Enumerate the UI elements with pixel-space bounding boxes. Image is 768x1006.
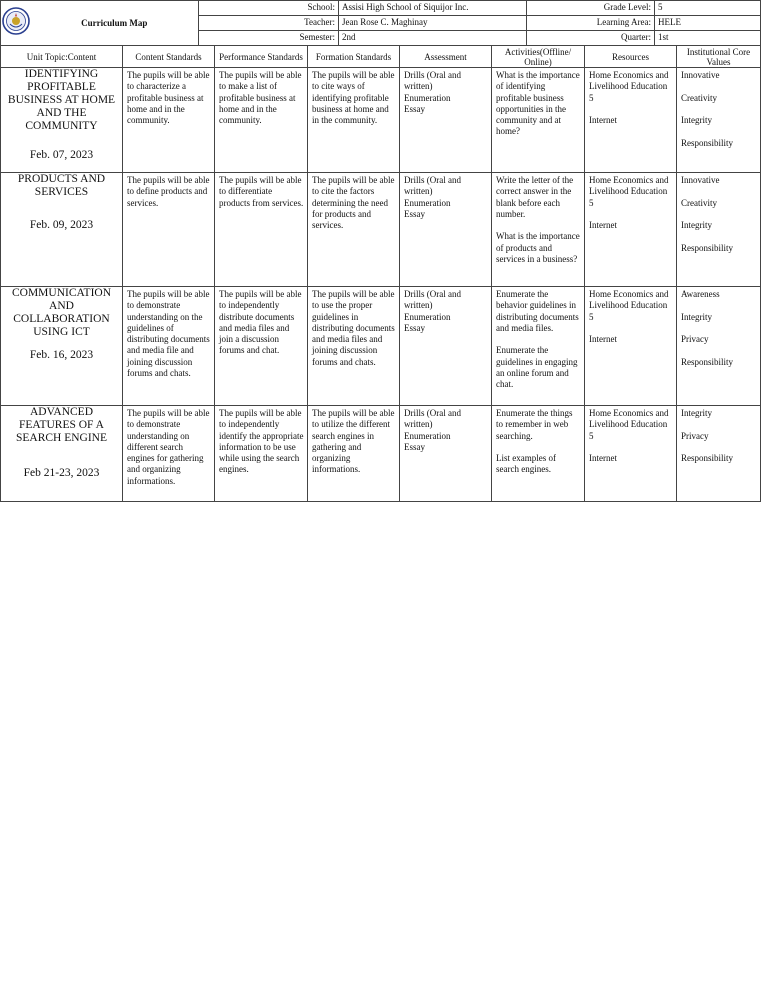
resources-cell: Home Economics and Livelihood Education 5 Internet: [585, 173, 677, 287]
unit-topic-cell: [1, 406, 123, 502]
col-header-performance-standards: Performance Standards: [215, 46, 308, 68]
resources-cell: Home Economics and Livelihood Education 5 Internet: [585, 68, 677, 173]
table-row: [1, 406, 761, 502]
assessment-cell: Drills (Oral and written) Enumeration Essay: [400, 406, 492, 502]
col-header-assessment: Assessment: [400, 46, 492, 68]
assessment-cell: Drills (Oral and written) Enumeration Essay: [400, 68, 492, 173]
page-title: Curriculum Map: [31, 1, 199, 46]
formation-standards-cell: The pupils will be able to cite ways of identifying profitable business at home and in the community.: [308, 68, 400, 173]
formation-standards-cell: The pupils will be able to use the proper guidelines in distributing documents and media files and joining discussion forums and chats.: [308, 287, 400, 406]
col-header-formation-standards: Formation Standards: [308, 46, 400, 68]
unit-topic-title: PRODUCTS AND SERVICES: [17, 173, 106, 198]
unit-topic-date: Feb. 16, 2023: [29, 349, 94, 361]
deped-seal-icon: [1, 4, 31, 38]
assessment-cell: Drills (Oral and written) Enumeration Essay: [400, 287, 492, 406]
content-standards-cell: The pupils will be able to define products and services.: [123, 173, 215, 287]
core-values-cell: Integrity Privacy Responsibility: [677, 406, 761, 502]
teacher-label: Teacher:: [199, 16, 339, 31]
activities-cell: What is the importance of identifying profitable business opportunities in the community and at home?: [492, 68, 585, 173]
learning-area-value: HELE: [655, 16, 761, 31]
semester-value: 2nd: [339, 31, 527, 46]
column-header-row: [1, 46, 761, 68]
unit-topic-cell: [1, 68, 123, 173]
curriculum-table: [0, 45, 761, 502]
core-values-cell: Innovative Creativity Integrity Responsibility: [677, 173, 761, 287]
learning-area-label: Learning Area:: [527, 16, 655, 31]
content-standards-cell: The pupils will be able to demonstrate understanding on different search engines for gathering and organizing informations.: [123, 406, 215, 502]
unit-topic-cell: [1, 287, 123, 406]
performance-standards-cell: The pupils will be able to independently distribute documents and media files and join a discussion forums and chat.: [215, 287, 308, 406]
grade-level-value: 5: [655, 1, 761, 16]
table-row: [1, 173, 761, 287]
header-table: [0, 0, 761, 46]
grade-level-label: Grade Level:: [527, 1, 655, 16]
activities-cell: Enumerate the things to remember in web searching. List examples of search engines.: [492, 406, 585, 502]
table-row: [1, 287, 761, 406]
unit-topic-date: Feb. 09, 2023: [29, 219, 94, 231]
activities-cell: Write the letter of the correct answer in the blank before each number. What is the importance of products and services in a business?: [492, 173, 585, 287]
core-values-cell: Innovative Creativity Integrity Responsibility: [677, 68, 761, 173]
quarter-label: Quarter:: [527, 31, 655, 46]
school-value: Assisi High School of Siquijor Inc.: [339, 1, 527, 16]
formation-standards-cell: The pupils will be able to utilize the different search engines in gathering and organizing informations.: [308, 406, 400, 502]
col-header-activities: Activities(Offline/ Online): [492, 46, 585, 68]
col-header-content-standards: Content Standards: [123, 46, 215, 68]
performance-standards-cell: The pupils will be able to make a list of profitable business at home and in the community.: [215, 68, 308, 173]
unit-topic-title: ADVANCED FEATURES OF A SEARCH ENGINE: [15, 406, 108, 444]
core-values-cell: Awareness Integrity Privacy Responsibility: [677, 287, 761, 406]
unit-topic-title: COMMUNICATION AND COLLABORATION USING ICT: [11, 287, 112, 338]
content-standards-cell: The pupils will be able to characterize a profitable business at home and in the community.: [123, 68, 215, 173]
col-header-unit-topic: Unit Topic:Content: [1, 46, 123, 68]
semester-label: Semester:: [199, 31, 339, 46]
school-label: School:: [199, 1, 339, 16]
content-standards-cell: The pupils will be able to demonstrate understanding on the guidelines of distributing documents and media file and joining discussion forums and chats.: [123, 287, 215, 406]
resources-cell: Home Economics and Livelihood Education 5 Internet: [585, 287, 677, 406]
school-seal: [1, 1, 31, 46]
unit-topic-title: IDENTIFYING PROFITABLE BUSINESS AT HOME AND THE COMMUNITY: [7, 68, 116, 132]
unit-topic-date: Feb. 07, 2023: [29, 149, 94, 161]
formation-standards-cell: The pupils will be able to cite the factors determining the need for products and services.: [308, 173, 400, 287]
unit-topic-cell: [1, 173, 123, 287]
performance-standards-cell: The pupils will be able to differentiate products from services.: [215, 173, 308, 287]
quarter-value: 1st: [655, 31, 761, 46]
resources-cell: Home Economics and Livelihood Education 5 Internet: [585, 406, 677, 502]
teacher-value: Jean Rose C. Maghinay: [339, 16, 527, 31]
performance-standards-cell: The pupils will be able to independently identify the appropriate information to be use while using the search engines.: [215, 406, 308, 502]
activities-cell: Enumerate the behavior guidelines in distributing documents and media files. Enumerate the guidelines in engaging an online forum and chat.: [492, 287, 585, 406]
col-header-resources: Resources: [585, 46, 677, 68]
curriculum-map-sheet: [0, 0, 760, 502]
col-header-core-values: Institutional Core Values: [677, 46, 761, 68]
unit-topic-date: Feb 21-23, 2023: [23, 467, 100, 479]
table-row: [1, 68, 761, 173]
assessment-cell: Drills (Oral and written) Enumeration Essay: [400, 173, 492, 287]
